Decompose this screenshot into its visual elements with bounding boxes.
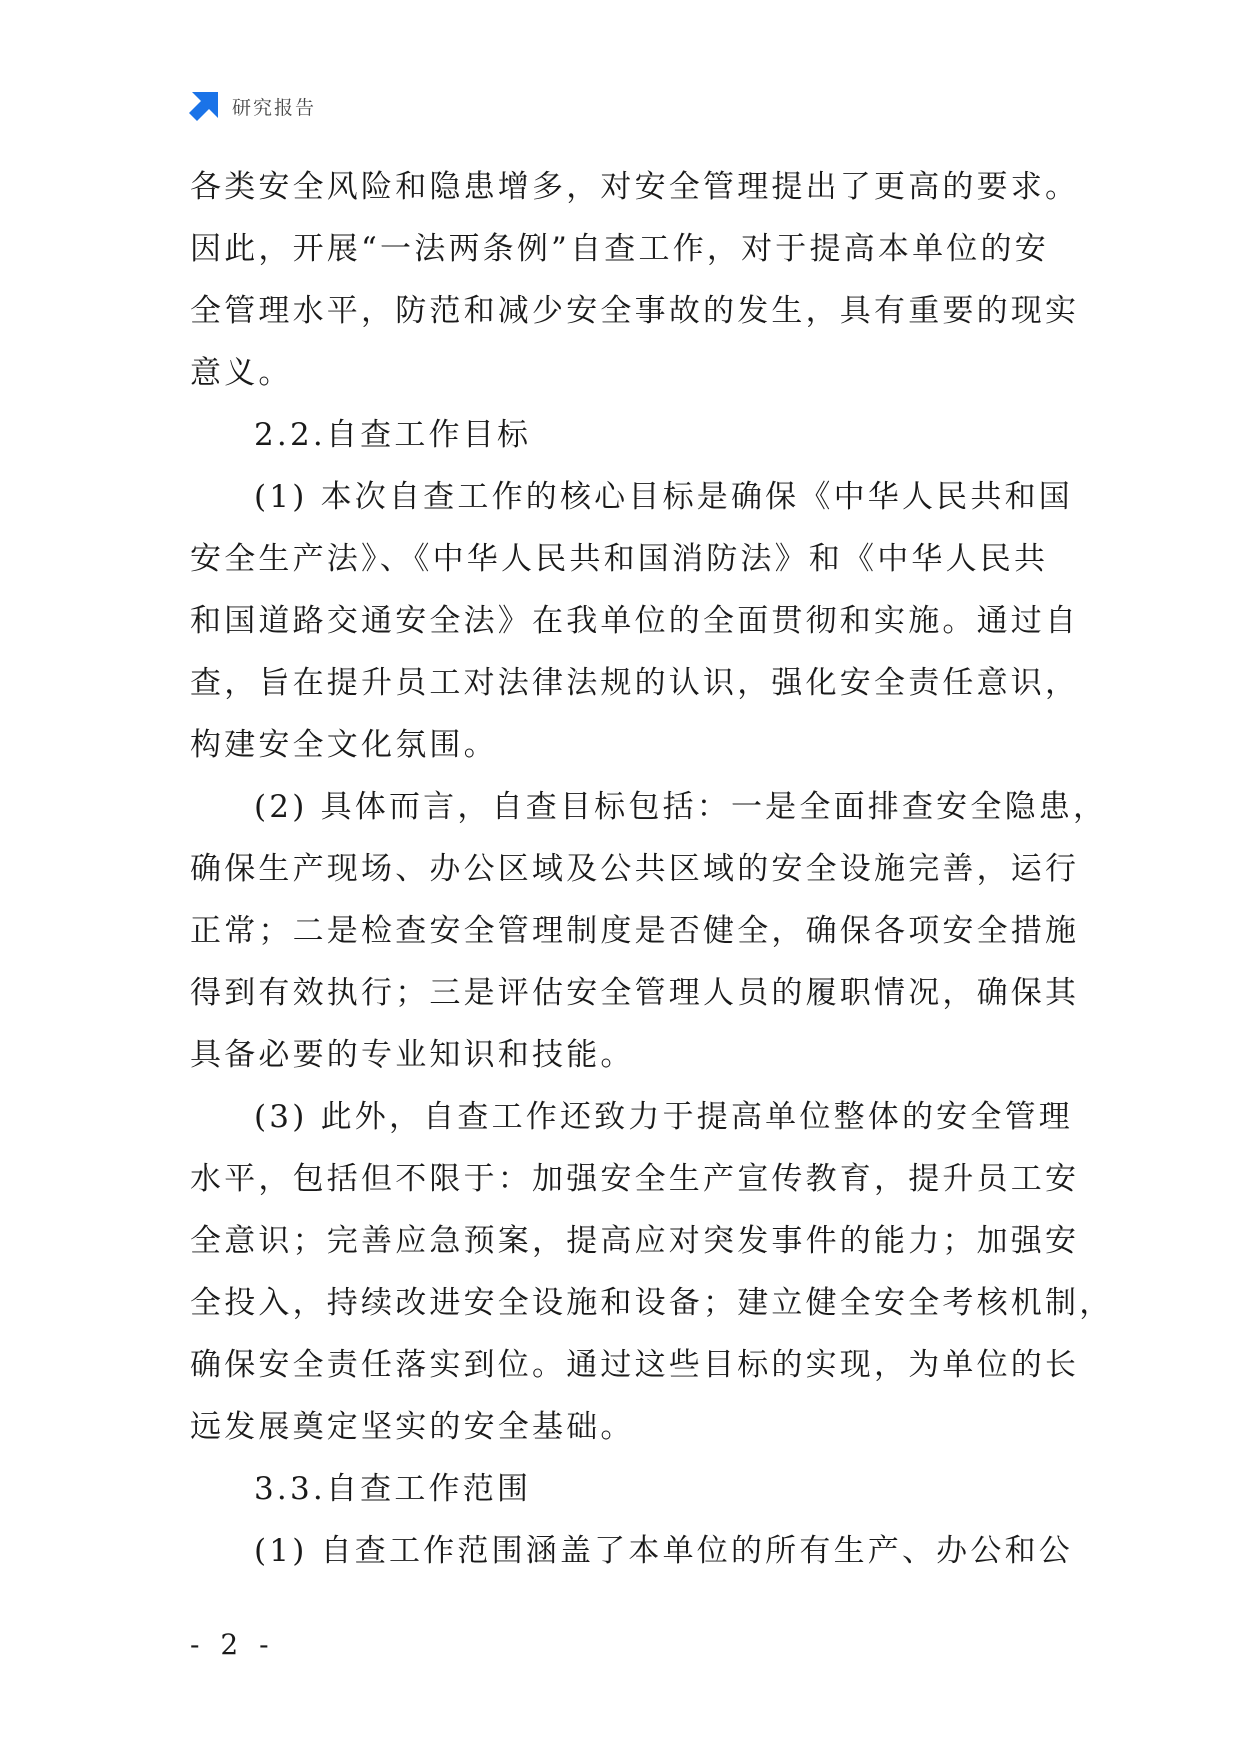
header-title: 研究报告 xyxy=(232,96,317,119)
paragraph-line: 确保生产现场、办公区域及公共区域的安全设施完善，运行 xyxy=(190,851,1080,887)
paragraph-line: 全管理水平，防范和减少安全事故的发生，具有重要的现实 xyxy=(190,293,1080,329)
paragraph-line: 全意识；完善应急预案，提高应对突发事件的能力；加强安 xyxy=(190,1223,1080,1259)
arrow-up-right-logo-icon xyxy=(188,90,220,122)
paragraph-line: 具备必要的专业知识和技能。 xyxy=(190,1037,635,1073)
section-heading: 2.2.自查工作目标 xyxy=(254,417,532,453)
paragraph-line: (1) 本次自查工作的核心目标是确保《中华人民共和国 xyxy=(254,479,1073,515)
paragraph-line: (2) 具体而言，自查目标包括：一是全面排查安全隐患， xyxy=(254,789,1108,825)
paragraph-line: 正常；二是检查安全管理制度是否健全，确保各项安全措施 xyxy=(190,913,1080,949)
paragraph-line: 水平，包括但不限于：加强安全生产宣传教育，提升员工安 xyxy=(190,1161,1080,1197)
report-header xyxy=(188,88,316,124)
paragraph-line: 构建安全文化氛围。 xyxy=(190,727,498,763)
document-body xyxy=(190,156,1114,1582)
paragraph-line: 安全生产法》、《中华人民共和国消防法》和《中华人民共 xyxy=(190,541,1049,577)
paragraph-line: 因此，开展“一法两条例”自查工作，对于提高本单位的安 xyxy=(190,231,1049,267)
paragraph-line: 查，旨在提升员工对法律法规的认识，强化安全责任意识， xyxy=(190,665,1080,701)
section-heading: 3.3.自查工作范围 xyxy=(254,1471,532,1507)
paragraph-line: 得到有效执行；三是评估安全管理人员的履职情况，确保其 xyxy=(190,975,1080,1011)
paragraph-line: 和国道路交通安全法》在我单位的全面贯彻和实施。通过自 xyxy=(190,603,1080,639)
page-number: - 2 - xyxy=(190,1628,275,1661)
paragraph-line: 确保安全责任落实到位。通过这些目标的实现，为单位的长 xyxy=(190,1347,1080,1383)
paragraph-line: 远发展奠定坚实的安全基础。 xyxy=(190,1409,635,1445)
paragraph-line: 意义。 xyxy=(190,355,293,391)
paragraph-line: (1) 自查工作范围涵盖了本单位的所有生产、办公和公 xyxy=(254,1533,1073,1569)
paragraph-line: 各类安全风险和隐患增多，对安全管理提出了更高的要求。 xyxy=(190,169,1080,205)
paragraph-line: 全投入，持续改进安全设施和设备；建立健全安全考核机制， xyxy=(190,1285,1114,1321)
paragraph-line: (3) 此外，自查工作还致力于提高单位整体的安全管理 xyxy=(254,1099,1073,1135)
